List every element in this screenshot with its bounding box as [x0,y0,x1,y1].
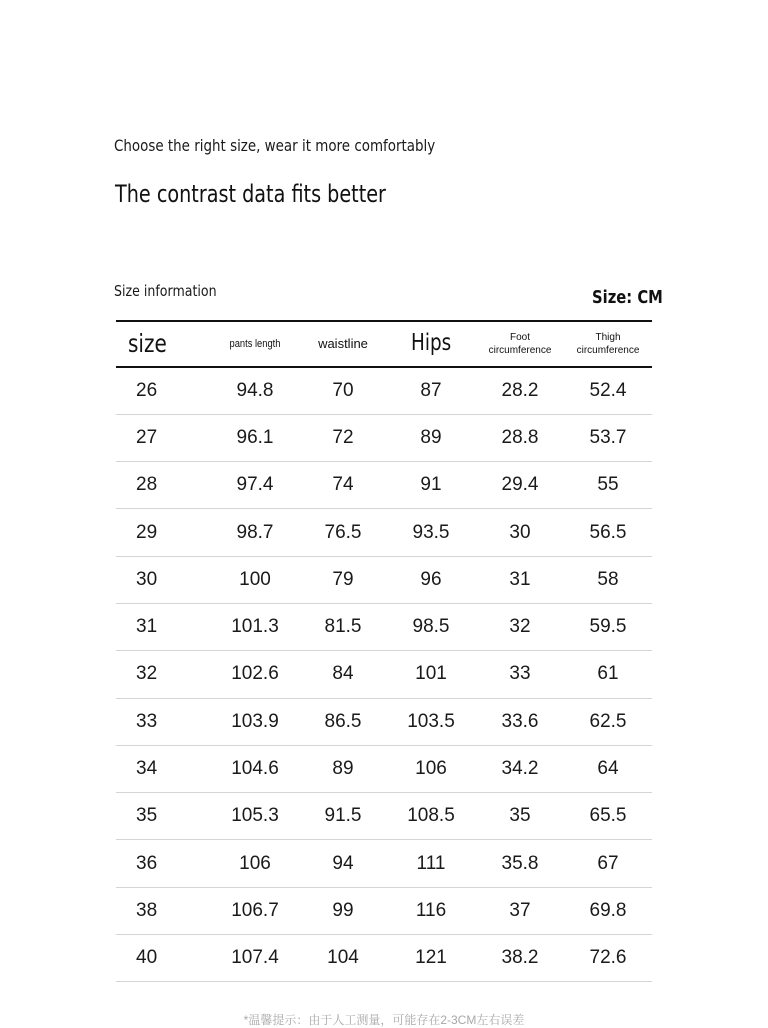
cell-waistline: 74 [332,474,354,496]
cell-hips: 111 [416,852,446,874]
cell-thigh-circumference: 72.6 [589,947,627,969]
table-row [116,840,652,887]
cell-size: 36 [136,852,158,874]
cell-waistline: 79 [332,568,354,590]
cell-waistline: 76.5 [324,521,362,543]
table-row [116,935,652,982]
cell-pants-length: 106 [239,852,271,874]
cell-size: 31 [136,616,158,638]
cell-hips: 91 [420,474,442,496]
table-row [116,603,652,650]
cell-pants-length: 102.6 [231,663,279,685]
cell-foot-circumference: 30 [509,521,531,543]
table-row [116,745,652,792]
table-row [116,793,652,840]
table-header-row [116,321,652,367]
header-hips: Hips [410,330,452,357]
cell-pants-length: 96.1 [236,426,274,448]
cell-pants-length: 94.8 [236,379,274,401]
cell-pants-length: 105.3 [231,805,279,827]
cell-hips: 121 [415,947,447,969]
cell-foot-circumference: 33 [509,663,531,685]
cell-waistline: 70 [332,379,354,401]
cell-waistline: 89 [332,758,354,780]
cell-size: 34 [136,758,158,780]
cell-hips: 87 [420,379,442,401]
cell-thigh-circumference: 65.5 [589,805,627,827]
cell-thigh-circumference: 69.8 [589,899,627,921]
cell-hips: 106 [415,758,447,780]
cell-size: 38 [136,899,158,921]
cell-hips: 116 [415,899,447,921]
cell-hips: 89 [420,426,442,448]
header-thigh-circumference: Thigh circumference [576,331,640,356]
cell-hips: 103.5 [407,710,455,732]
table-row [116,367,652,414]
table-row [116,556,652,603]
page-title: The contrast data fits better [115,180,386,208]
header-foot-circumference: Foot circumference [488,331,552,356]
cell-foot-circumference: 31 [509,568,531,590]
cell-thigh-circumference: 62.5 [589,710,627,732]
table-row [116,698,652,745]
cell-waistline: 81.5 [324,616,362,638]
cell-waistline: 91.5 [324,805,362,827]
cell-thigh-circumference: 53.7 [589,426,627,448]
footnote: *温馨提示：由于人工测量，可能存在2-3CM左右误差 [243,1013,525,1027]
unit-label: Size: CM [592,287,663,308]
cell-size: 28 [136,474,158,496]
cell-foot-circumference: 28.2 [501,379,539,401]
table-row [116,509,652,556]
cell-size: 35 [136,805,158,827]
cell-thigh-circumference: 67 [597,852,619,874]
section-label: Size information [114,282,217,300]
subheading: Choose the right size, wear it more comfortably [114,136,436,155]
header-size: size [128,329,167,359]
cell-size: 26 [136,379,158,401]
cell-foot-circumference: 34.2 [501,758,539,780]
cell-size: 27 [136,426,158,448]
cell-foot-circumference: 37 [509,899,531,921]
cell-thigh-circumference: 61 [597,663,619,685]
cell-thigh-circumference: 52.4 [589,379,627,401]
cell-pants-length: 103.9 [231,710,279,732]
cell-size: 33 [136,710,158,732]
cell-waistline: 94 [332,852,354,874]
cell-pants-length: 101.3 [231,616,279,638]
cell-pants-length: 107.4 [231,947,279,969]
cell-hips: 101 [415,663,447,685]
cell-foot-circumference: 28.8 [501,426,539,448]
cell-foot-circumference: 35.8 [501,852,539,874]
cell-hips: 98.5 [412,616,450,638]
cell-size: 40 [136,947,158,969]
cell-foot-circumference: 33.6 [501,710,539,732]
size-table [116,320,652,982]
cell-foot-circumference: 35 [509,805,531,827]
cell-foot-circumference: 38.2 [501,947,539,969]
cell-pants-length: 97.4 [236,474,274,496]
cell-thigh-circumference: 58 [597,568,619,590]
cell-foot-circumference: 32 [509,616,531,638]
cell-thigh-circumference: 56.5 [589,521,627,543]
table-row [116,887,652,934]
cell-hips: 93.5 [412,521,450,543]
cell-size: 32 [136,663,158,685]
cell-waistline: 104 [327,947,359,969]
header-waistline: waistline [318,335,368,351]
cell-thigh-circumference: 55 [597,474,619,496]
header-pants-length: pants length [229,337,281,350]
cell-foot-circumference: 29.4 [501,474,539,496]
cell-thigh-circumference: 59.5 [589,616,627,638]
cell-thigh-circumference: 64 [597,758,619,780]
cell-waistline: 99 [332,899,354,921]
table-row [116,651,652,698]
cell-hips: 96 [420,568,442,590]
table-row [116,414,652,461]
cell-waistline: 72 [332,426,354,448]
cell-size: 30 [136,568,158,590]
cell-pants-length: 106.7 [231,899,279,921]
cell-hips: 108.5 [407,805,455,827]
cell-size: 29 [136,521,158,543]
cell-pants-length: 100 [239,568,271,590]
table-row [116,462,652,509]
cell-waistline: 84 [332,663,354,685]
cell-pants-length: 98.7 [236,521,274,543]
cell-waistline: 86.5 [324,710,362,732]
cell-pants-length: 104.6 [231,758,279,780]
